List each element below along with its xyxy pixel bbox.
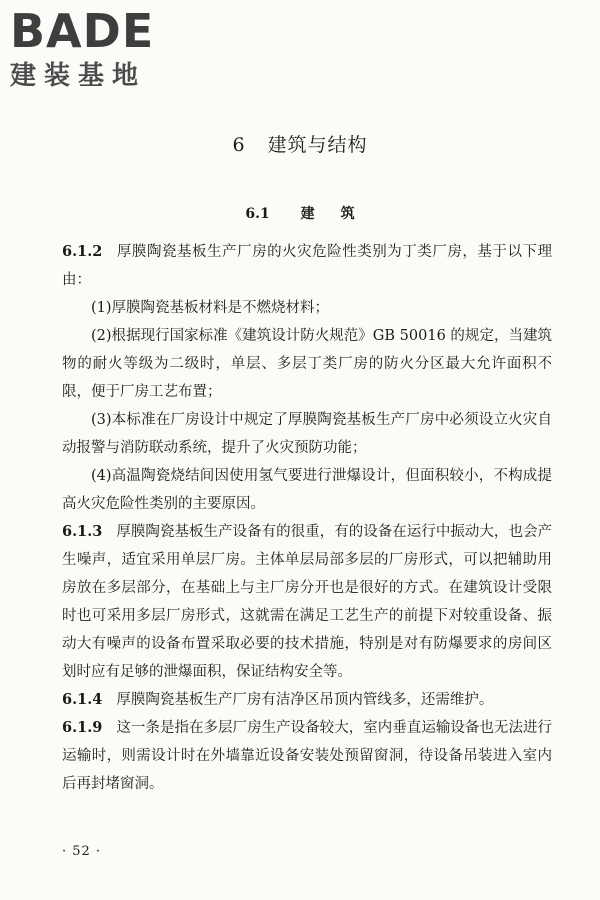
logo-subtitle: 建装基地 [10, 61, 147, 91]
list-item: (2)根据现行国家标准《建筑设计防火规范》GB 50016 的规定，当建筑物的耐火等级为二级时，单层、多层丁类厂房的防火分区最大允许面积不限，便于厂房工艺布置； [62, 328, 552, 400]
clause-number: 6.1.2 [62, 243, 103, 260]
clause-number: 6.1.3 [62, 523, 103, 540]
clause-6-1-9 [62, 714, 552, 798]
clause-text: 厚膜陶瓷基板生产设备有的很重，有的设备在运行中振动大，也会产生噪声，适宜采用单层厂房。主体单层局部多层的厂房形式，可以把辅助用房放在多层部分，在基础上与主厂房分开也是很好的方式。在建筑设计受限时也可采用多层厂房形式，这就需在满足工艺生产的前提下对较重设备、振动大有噪声的设备布置采取必要的技术措施，特别是对有防爆要求的房间区划时应有足够的泄爆面积，保证结构安全等。 [62, 524, 552, 680]
bade-logo [10, 6, 180, 92]
clause-text: 厚膜陶瓷基板生产厂房有洁净区吊顶内管线多，还需维护。 [116, 692, 494, 708]
section-number: 6.1 [245, 206, 270, 222]
clause-intro: 厚膜陶瓷基板生产厂房的火灾危险性类别为丁类厂房，基于以下理由： [62, 244, 552, 288]
clause-6-1-3 [62, 518, 552, 686]
logo-wordmark: BADE [10, 4, 155, 58]
list-item: (3)本标准在厂房设计中规定了厚膜陶瓷基板生产厂房中必须设立火灾自动报警与消防联动系统，提升了火灾预防功能； [62, 412, 552, 456]
list-item: (4)高温陶瓷烧结间因使用氢气要进行泄爆设计，但面积较小，不构成提高火灾危险性类别的主要原因。 [62, 468, 552, 512]
clause-text: 这一条是指在多层厂房生产设备较大，室内垂直运输设备也无法进行运输时，则需设计时在外墙靠近设备安装处预留窗洞，待设备吊装进入室内后再封堵窗洞。 [62, 720, 552, 792]
document-body [62, 238, 552, 798]
chapter-heading [0, 130, 600, 157]
chapter-title: 建筑与结构 [267, 134, 368, 156]
page-number: · 52 · [62, 844, 102, 859]
clause-number: 6.1.4 [62, 691, 103, 708]
clause-6-1-2 [62, 238, 552, 294]
section-heading [0, 203, 600, 223]
chapter-number: 6 [232, 134, 246, 156]
clause-6-1-4 [62, 686, 552, 714]
section-title-part2: 筑 [340, 206, 355, 222]
list-item: (1)厚膜陶瓷基板材料是不燃烧材料； [91, 300, 330, 316]
section-title-part1: 建 [300, 206, 315, 222]
clause-number: 6.1.9 [62, 719, 103, 736]
